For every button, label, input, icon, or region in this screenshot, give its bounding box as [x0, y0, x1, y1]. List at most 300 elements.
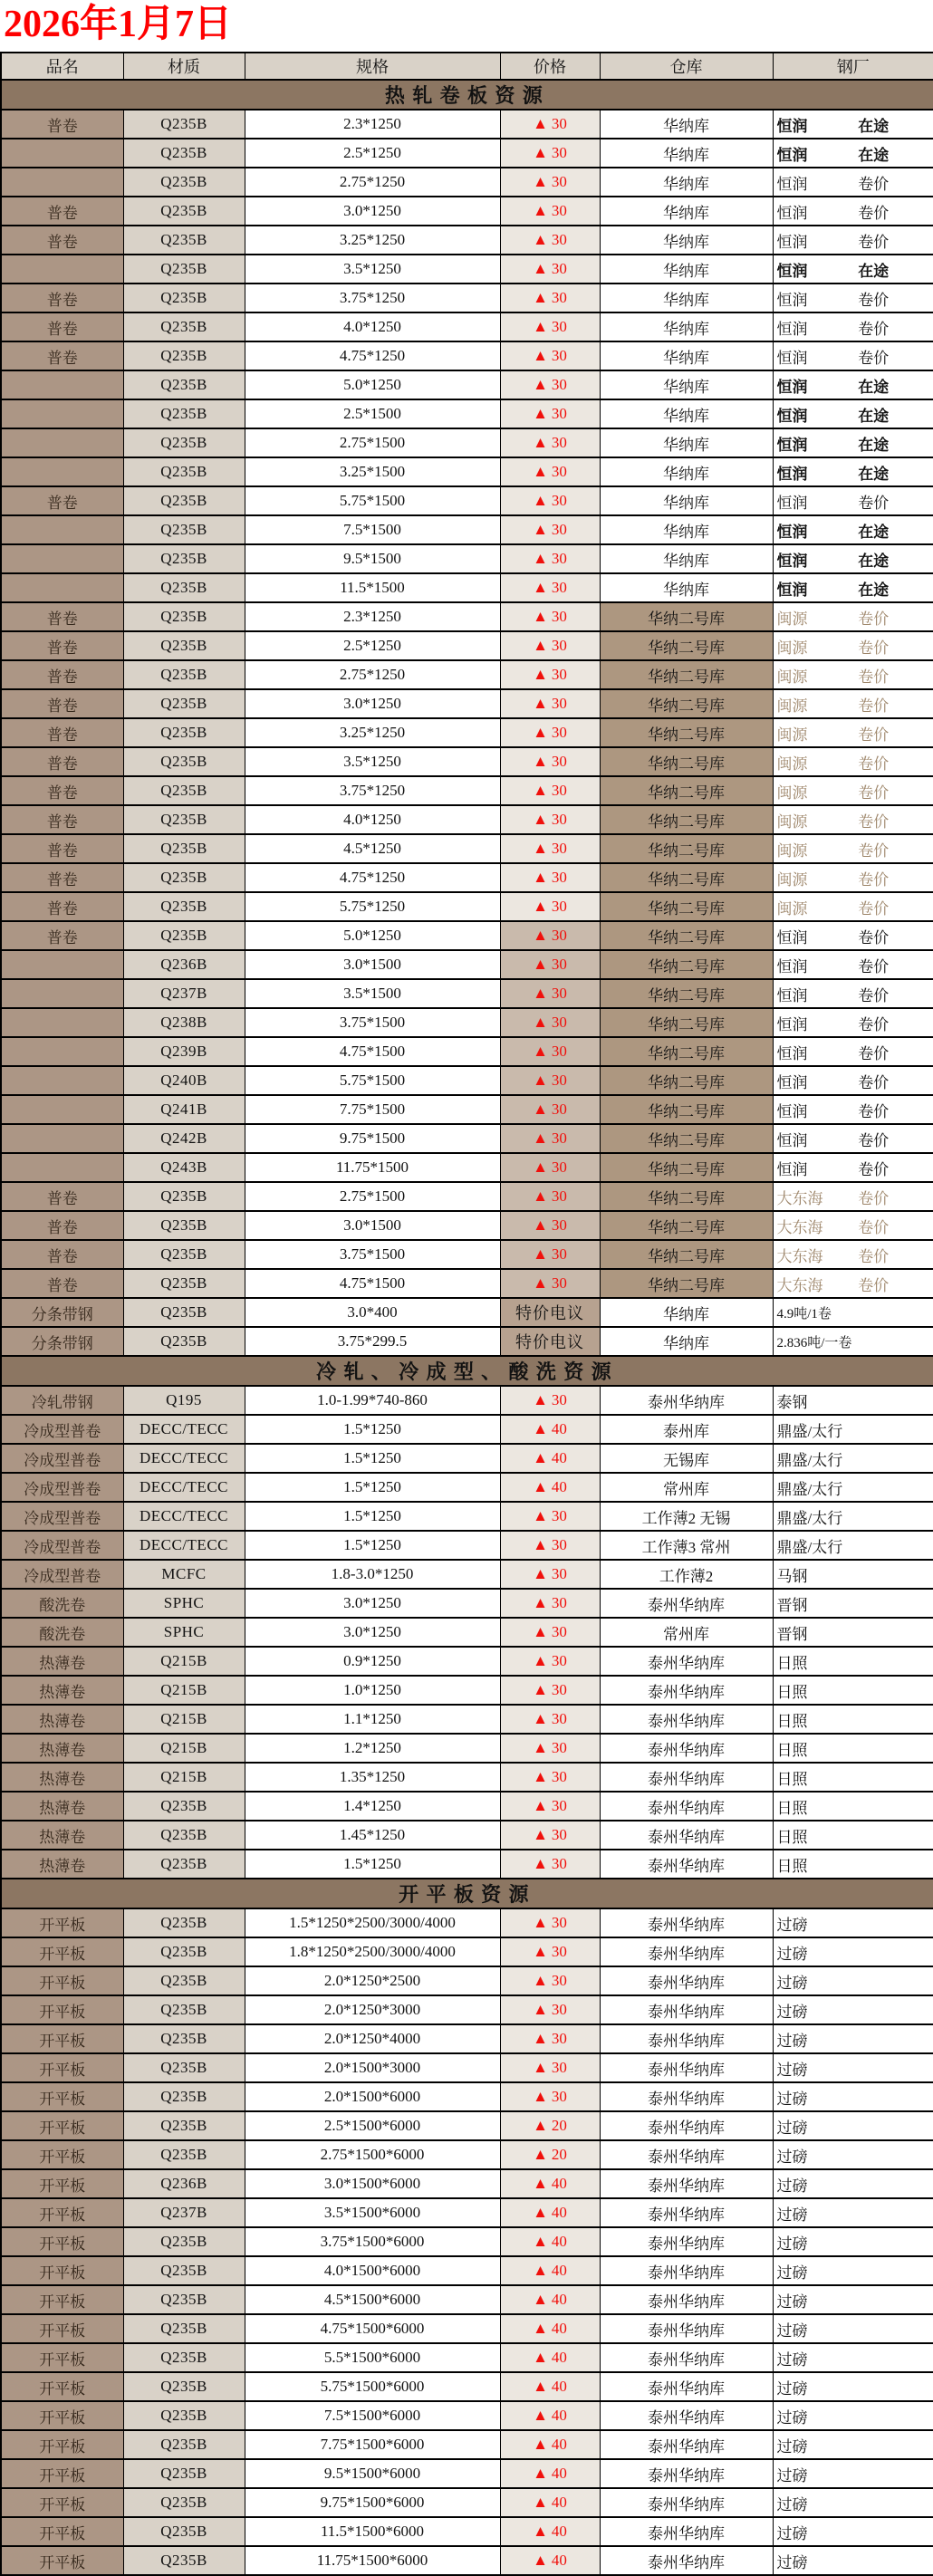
column-header-row	[1, 53, 933, 80]
warehouse-cell: 泰州华纳库	[600, 1995, 773, 2024]
spec-cell: 1.8-3.0*1250	[245, 1560, 500, 1589]
spec-cell: 5.75*1500	[245, 486, 500, 515]
table-row	[1, 2111, 933, 2140]
material-cell: Q237B	[123, 979, 245, 1008]
up-arrow-icon: ▲	[533, 2552, 552, 2569]
spec-cell: 5.5*1500*6000	[245, 2343, 500, 2372]
material-cell: Q235B	[123, 834, 245, 863]
mill-note: 卷价	[858, 755, 890, 773]
product-name-cell: 酸洗卷	[1, 1618, 123, 1647]
product-name-cell: 开平板	[1, 1937, 123, 1966]
table-row	[1, 1966, 933, 1995]
warehouse-cell: 泰州华纳库	[600, 2401, 773, 2430]
warehouse-cell: 泰州华纳库	[600, 1589, 773, 1618]
warehouse-cell: 泰州华纳库	[600, 1763, 773, 1792]
table-row	[1, 2053, 933, 2082]
warehouse-cell: 泰州华纳库	[600, 1734, 773, 1763]
warehouse-cell: 泰州华纳库	[600, 2546, 773, 2575]
mill-note: 卷价	[858, 204, 890, 222]
warehouse-cell: 泰州华纳库	[600, 2285, 773, 2314]
up-arrow-icon: ▲	[533, 782, 552, 799]
product-name-cell	[1, 1095, 123, 1124]
material-cell: Q235B	[123, 1792, 245, 1821]
mill-name: 恒润	[776, 581, 808, 599]
product-name-cell: 开平板	[1, 2256, 123, 2285]
up-arrow-icon: ▲	[533, 318, 552, 335]
table-row	[1, 428, 933, 457]
up-arrow-icon: ▲	[533, 2117, 552, 2134]
mill-cell	[773, 1298, 933, 1327]
mill-cell	[773, 486, 933, 515]
mill-note: 卷价	[858, 233, 890, 251]
spec-cell: 2.75*1500	[245, 1182, 500, 1211]
warehouse-cell: 无锡库	[600, 1444, 773, 1473]
mill-cell	[773, 2517, 933, 2546]
material-cell: Q235B	[123, 428, 245, 457]
mill-note: 卷价	[858, 1015, 890, 1033]
mill-name: 鼎盛/太行	[776, 1538, 843, 1556]
warehouse-cell: 泰州华纳库	[600, 2198, 773, 2227]
price-cell: ▲30	[500, 2053, 600, 2082]
material-cell: Q235B	[123, 1182, 245, 1211]
table-row	[1, 1792, 933, 1821]
material-cell: Q235B	[123, 631, 245, 660]
warehouse-cell: 泰州华纳库	[600, 2256, 773, 2285]
price-cell: ▲30	[500, 863, 600, 892]
spec-cell: 3.5*1250	[245, 255, 500, 284]
product-name-cell: 普卷	[1, 1240, 123, 1269]
price-cell: ▲40	[500, 2169, 600, 2198]
mill-name: 恒润	[776, 986, 808, 1004]
spec-cell: 5.75*1250	[245, 892, 500, 921]
table-row	[1, 255, 933, 284]
up-arrow-icon: ▲	[533, 2407, 552, 2424]
mill-name: 恒润	[776, 436, 808, 454]
product-name-cell: 普卷	[1, 631, 123, 660]
table-row	[1, 1763, 933, 1792]
product-name-cell: 热薄卷	[1, 1734, 123, 1763]
product-name-cell: 普卷	[1, 341, 123, 370]
product-name-cell: 开平板	[1, 2401, 123, 2430]
mill-name: 过磅	[776, 2206, 808, 2224]
product-name-cell: 热薄卷	[1, 1850, 123, 1879]
spec-cell: 9.5*1500*6000	[245, 2459, 500, 2488]
price-cell: ▲30	[500, 168, 600, 197]
warehouse-cell: 华纳库	[600, 226, 773, 255]
spec-cell: 3.25*1250	[245, 718, 500, 747]
mill-name: 闽源	[776, 697, 808, 715]
mill-cell	[773, 805, 933, 834]
product-name-cell: 开平板	[1, 1995, 123, 2024]
table-row	[1, 689, 933, 718]
mill-note: 卷价	[858, 494, 890, 512]
up-arrow-icon: ▲	[533, 347, 552, 364]
product-name-cell: 普卷	[1, 718, 123, 747]
price-cell: ▲30	[500, 370, 600, 399]
mill-cell	[773, 1269, 933, 1298]
table-row	[1, 805, 933, 834]
mill-cell	[773, 921, 933, 950]
product-name-cell: 普卷	[1, 312, 123, 341]
mill-cell	[773, 1763, 933, 1792]
table-row	[1, 486, 933, 515]
price-cell: ▲40	[500, 1473, 600, 1502]
up-arrow-icon: ▲	[533, 2523, 552, 2540]
product-name-cell: 普卷	[1, 226, 123, 255]
up-arrow-icon: ▲	[533, 956, 552, 973]
warehouse-cell: 工作薄2	[600, 1560, 773, 1589]
up-arrow-icon: ▲	[533, 1420, 552, 1437]
warehouse-cell: 华纳库	[600, 197, 773, 226]
price-cell: ▲40	[500, 1444, 600, 1473]
product-name-cell: 开平板	[1, 2459, 123, 2488]
price-cell: ▲30	[500, 1792, 600, 1821]
table-row	[1, 2430, 933, 2459]
warehouse-cell: 泰州华纳库	[600, 2343, 773, 2372]
warehouse-cell: 华纳库	[600, 168, 773, 197]
material-cell: DECC/TECC	[123, 1531, 245, 1560]
warehouse-cell: 泰州华纳库	[600, 2227, 773, 2256]
material-cell: Q235B	[123, 2285, 245, 2314]
spec-cell: 4.75*1500	[245, 1269, 500, 1298]
up-arrow-icon: ▲	[533, 2465, 552, 2482]
table-row	[1, 399, 933, 428]
price-cell: ▲30	[500, 1705, 600, 1734]
warehouse-cell: 泰州华纳库	[600, 2082, 773, 2111]
spec-cell: 3.0*1250	[245, 1618, 500, 1647]
product-name-cell	[1, 979, 123, 1008]
mill-name: 4.9吨/1卷	[776, 1306, 832, 1322]
product-name-cell: 普卷	[1, 602, 123, 631]
material-cell: Q237B	[123, 2198, 245, 2227]
mill-cell	[773, 1095, 933, 1124]
spec-cell: 3.75*1500	[245, 1240, 500, 1269]
mill-cell	[773, 689, 933, 718]
mill-cell	[773, 2430, 933, 2459]
col-header-product: 品名	[1, 53, 123, 80]
warehouse-cell: 华纳二号库	[600, 602, 773, 631]
spec-cell: 3.0*1250	[245, 1589, 500, 1618]
price-cell: ▲30	[500, 921, 600, 950]
mill-cell	[773, 312, 933, 341]
table-row	[1, 2256, 933, 2285]
product-name-cell: 开平板	[1, 2140, 123, 2169]
table-row	[1, 1589, 933, 1618]
table-row	[1, 1705, 933, 1734]
material-cell: Q235B	[123, 1240, 245, 1269]
mill-cell	[773, 2140, 933, 2169]
mill-note: 卷价	[858, 697, 890, 715]
price-cell: ▲40	[500, 2227, 600, 2256]
mill-name: 过磅	[776, 2148, 808, 2166]
price-cell: ▲30	[500, 747, 600, 776]
mill-cell	[773, 1473, 933, 1502]
mill-note: 在途	[858, 378, 890, 396]
warehouse-cell: 华纳库	[600, 1298, 773, 1327]
mill-name: 日照	[776, 1770, 808, 1788]
mill-name: 恒润	[776, 494, 808, 512]
spec-cell: 3.5*1500*6000	[245, 2198, 500, 2227]
warehouse-cell: 华纳二号库	[600, 1037, 773, 1066]
table-row	[1, 631, 933, 660]
mill-name: 过磅	[776, 2177, 808, 2195]
price-cell: ▲30	[500, 892, 600, 921]
up-arrow-icon: ▲	[533, 2349, 552, 2366]
material-cell: Q235B	[123, 486, 245, 515]
warehouse-cell: 华纳二号库	[600, 1153, 773, 1182]
price-cell: ▲30	[500, 1386, 600, 1415]
product-name-cell: 开平板	[1, 2198, 123, 2227]
up-arrow-icon: ▲	[533, 1623, 552, 1640]
product-name-cell: 普卷	[1, 1182, 123, 1211]
table-row	[1, 1415, 933, 1444]
spec-cell: 11.5*1500	[245, 573, 500, 602]
spec-cell: 7.75*1500*6000	[245, 2430, 500, 2459]
price-cell: ▲30	[500, 139, 600, 168]
material-cell: Q235B	[123, 2111, 245, 2140]
up-arrow-icon: ▲	[533, 1478, 552, 1495]
mill-cell	[773, 1124, 933, 1153]
mill-cell	[773, 1531, 933, 1560]
table-row	[1, 660, 933, 689]
warehouse-cell: 华纳二号库	[600, 776, 773, 805]
mill-cell	[773, 284, 933, 312]
mill-name: 过磅	[776, 2437, 808, 2456]
table-row	[1, 1327, 933, 1356]
mill-note: 在途	[858, 581, 890, 599]
mill-cell	[773, 1908, 933, 1937]
table-row	[1, 110, 933, 139]
product-name-cell	[1, 1066, 123, 1095]
mill-name: 恒润	[776, 146, 808, 164]
warehouse-cell: 泰州华纳库	[600, 1937, 773, 1966]
spec-cell: 2.5*1500*6000	[245, 2111, 500, 2140]
warehouse-cell: 华纳二号库	[600, 892, 773, 921]
spec-cell: 4.0*1500*6000	[245, 2256, 500, 2285]
mill-name: 恒润	[776, 175, 808, 193]
mill-name: 恒润	[776, 117, 808, 135]
table-row	[1, 834, 933, 863]
product-name-cell: 开平板	[1, 2372, 123, 2401]
material-cell: Q241B	[123, 1095, 245, 1124]
mill-cell	[773, 776, 933, 805]
mill-name: 日照	[776, 1857, 808, 1875]
price-cell: ▲30	[500, 1240, 600, 1269]
warehouse-cell: 华纳二号库	[600, 747, 773, 776]
mill-cell	[773, 2343, 933, 2372]
table-row	[1, 1269, 933, 1298]
table-row	[1, 602, 933, 631]
price-cell: ▲30	[500, 805, 600, 834]
material-cell: Q240B	[123, 1066, 245, 1095]
mill-note: 卷价	[858, 1102, 890, 1120]
col-header-price: 价格	[500, 53, 600, 80]
mill-cell	[773, 2198, 933, 2227]
spec-cell: 1.0-1.99*740-860	[245, 1386, 500, 1415]
price-cell: ▲30	[500, 660, 600, 689]
mill-note: 卷价	[858, 957, 890, 976]
table-row	[1, 2459, 933, 2488]
material-cell: Q239B	[123, 1037, 245, 1066]
up-arrow-icon: ▲	[533, 2436, 552, 2453]
spec-cell: 3.25*1250	[245, 226, 500, 255]
spec-cell: 1.5*1250	[245, 1444, 500, 1473]
mill-note: 卷价	[858, 1189, 890, 1207]
table-row	[1, 1240, 933, 1269]
price-cell: ▲30	[500, 428, 600, 457]
mill-note: 卷价	[858, 726, 890, 744]
material-cell: Q235B	[123, 110, 245, 139]
up-arrow-icon: ▲	[533, 144, 552, 161]
table-row	[1, 1153, 933, 1182]
up-arrow-icon: ▲	[533, 2262, 552, 2279]
spec-cell: 3.0*1500*6000	[245, 2169, 500, 2198]
price-cell: ▲30	[500, 834, 600, 863]
product-name-cell: 热薄卷	[1, 1792, 123, 1821]
product-name-cell: 开平板	[1, 2024, 123, 2053]
product-name-cell: 冷轧带钢	[1, 1386, 123, 1415]
mill-cell	[773, 863, 933, 892]
mill-cell	[773, 110, 933, 139]
price-cell: ▲30	[500, 1502, 600, 1531]
mill-note: 在途	[858, 552, 890, 570]
material-cell: Q235B	[123, 863, 245, 892]
spec-cell: 3.0*400	[245, 1298, 500, 1327]
mill-cell	[773, 1502, 933, 1531]
product-name-cell	[1, 370, 123, 399]
spec-cell: 1.5*1250	[245, 1473, 500, 1502]
material-cell: Q235B	[123, 2343, 245, 2372]
price-cell: 特价电议	[500, 1327, 600, 1356]
mill-name: 过磅	[776, 1974, 808, 1992]
material-cell: Q235B	[123, 2401, 245, 2430]
mill-cell	[773, 1589, 933, 1618]
product-name-cell	[1, 168, 123, 197]
table-row	[1, 1937, 933, 1966]
spec-cell: 2.75*1250	[245, 660, 500, 689]
mill-name: 恒润	[776, 378, 808, 396]
mill-name: 马钢	[776, 1567, 808, 1585]
price-cell: ▲30	[500, 1676, 600, 1705]
table-row	[1, 2024, 933, 2053]
warehouse-cell: 华纳二号库	[600, 1124, 773, 1153]
mill-cell	[773, 1705, 933, 1734]
mill-name: 日照	[776, 1712, 808, 1730]
section-header-label: 冷轧、冷成型、酸洗资源	[1, 1356, 933, 1386]
mill-cell	[773, 1444, 933, 1473]
table-row	[1, 921, 933, 950]
product-name-cell: 热薄卷	[1, 1763, 123, 1792]
product-name-cell	[1, 1008, 123, 1037]
up-arrow-icon: ▲	[533, 2204, 552, 2221]
mill-note: 卷价	[858, 175, 890, 193]
table-row	[1, 892, 933, 921]
price-cell: ▲30	[500, 602, 600, 631]
spec-cell: 2.3*1250	[245, 110, 500, 139]
price-cell: ▲30	[500, 1734, 600, 1763]
mill-note: 卷价	[858, 349, 890, 367]
warehouse-cell: 华纳二号库	[600, 921, 773, 950]
up-arrow-icon: ▲	[533, 1158, 552, 1176]
price-cell: ▲30	[500, 2082, 600, 2111]
mill-note: 卷价	[858, 783, 890, 802]
spec-cell: 2.5*1500	[245, 399, 500, 428]
spec-cell: 3.0*1250	[245, 197, 500, 226]
mill-cell	[773, 1647, 933, 1676]
material-cell: Q235B	[123, 312, 245, 341]
mill-name: 泰钢	[776, 1393, 808, 1411]
material-cell: Q243B	[123, 1153, 245, 1182]
table-row	[1, 2488, 933, 2517]
warehouse-cell: 华纳二号库	[600, 979, 773, 1008]
material-cell: Q235B	[123, 602, 245, 631]
mill-name: 过磅	[776, 2292, 808, 2311]
up-arrow-icon: ▲	[533, 1681, 552, 1698]
price-cell: ▲30	[500, 1618, 600, 1647]
price-cell: ▲40	[500, 2314, 600, 2343]
warehouse-cell: 华纳库	[600, 284, 773, 312]
mill-name: 恒润	[776, 1102, 808, 1120]
mill-cell	[773, 1618, 933, 1647]
mill-cell	[773, 2227, 933, 2256]
table-row	[1, 1618, 933, 1647]
spec-cell: 5.0*1250	[245, 370, 500, 399]
spec-cell: 1.35*1250	[245, 1763, 500, 1792]
up-arrow-icon: ▲	[533, 898, 552, 915]
mill-name: 恒润	[776, 552, 808, 570]
material-cell: Q242B	[123, 1124, 245, 1153]
mill-name: 恒润	[776, 291, 808, 309]
table-row	[1, 2169, 933, 2198]
mill-cell	[773, 747, 933, 776]
material-cell: Q235B	[123, 515, 245, 544]
product-name-cell	[1, 399, 123, 428]
product-name-cell: 热薄卷	[1, 1705, 123, 1734]
table-row	[1, 2401, 933, 2430]
mill-cell	[773, 1821, 933, 1850]
mill-name: 过磅	[776, 2495, 808, 2514]
spec-cell: 7.5*1500	[245, 515, 500, 544]
up-arrow-icon: ▲	[533, 1972, 552, 1989]
table-row	[1, 1734, 933, 1763]
up-arrow-icon: ▲	[533, 1043, 552, 1060]
material-cell: Q236B	[123, 950, 245, 979]
warehouse-cell: 华纳库	[600, 370, 773, 399]
up-arrow-icon: ▲	[533, 405, 552, 422]
product-name-cell: 热薄卷	[1, 1821, 123, 1850]
material-cell: Q235B	[123, 805, 245, 834]
up-arrow-icon: ▲	[533, 1855, 552, 1872]
material-cell: Q235B	[123, 399, 245, 428]
mill-name: 过磅	[776, 2321, 808, 2340]
table-row	[1, 2343, 933, 2372]
spec-cell: 2.75*1250	[245, 168, 500, 197]
warehouse-cell: 泰州华纳库	[600, 1966, 773, 1995]
section-header-label: 热轧卷板资源	[1, 80, 933, 110]
warehouse-cell: 华纳库	[600, 110, 773, 139]
table-row	[1, 370, 933, 399]
table-row	[1, 1995, 933, 2024]
up-arrow-icon: ▲	[533, 1216, 552, 1234]
table-row	[1, 457, 933, 486]
price-cell: ▲40	[500, 2256, 600, 2285]
mill-cell	[773, 428, 933, 457]
spec-cell: 9.5*1500	[245, 544, 500, 573]
up-arrow-icon: ▲	[533, 1652, 552, 1669]
spec-cell: 2.5*1250	[245, 139, 500, 168]
mill-cell	[773, 660, 933, 689]
warehouse-cell: 华纳二号库	[600, 1095, 773, 1124]
